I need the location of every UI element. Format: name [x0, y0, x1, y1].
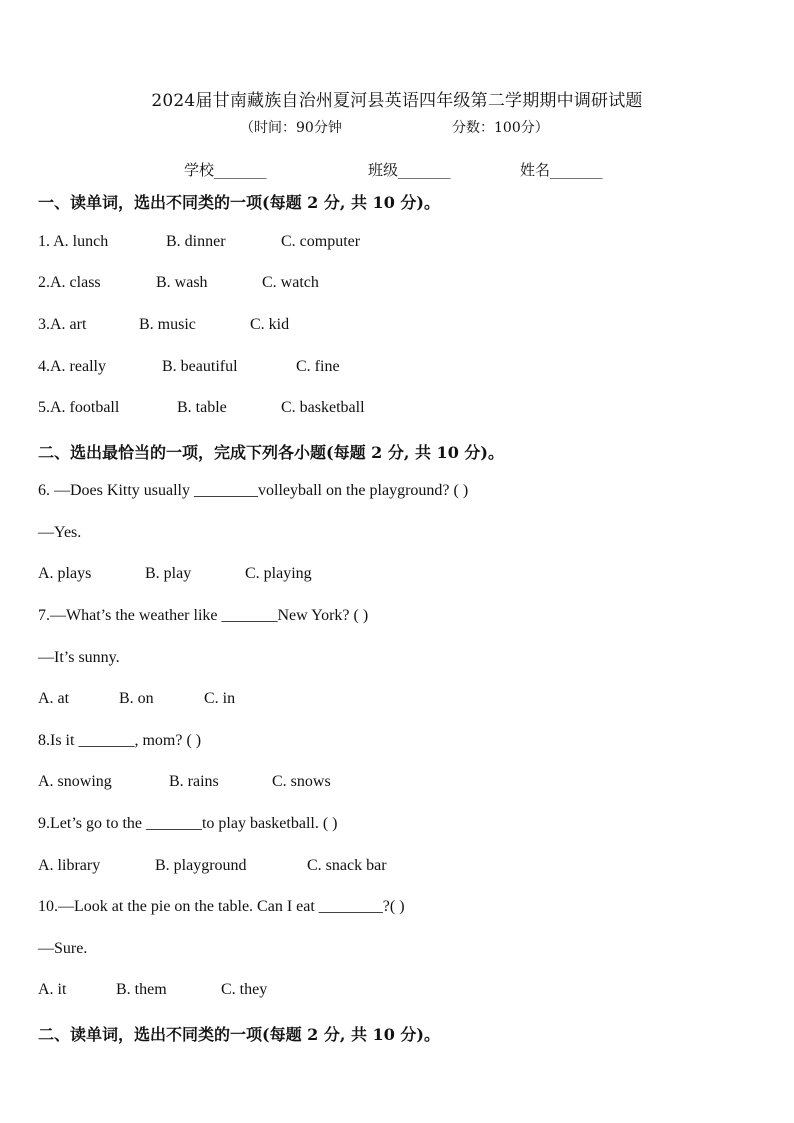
- q1-option-a: 1. A. lunch: [38, 233, 109, 250]
- section-1-heading: 一、读单词，选出不同类的一项(每题 2 分, 共 10 分)。: [38, 193, 440, 212]
- q7-stem: 7.—What’s the weather like _______New York? ( ): [38, 607, 369, 624]
- q6-option-a: A. plays: [38, 565, 92, 582]
- q10-answer: —Sure.: [38, 940, 88, 957]
- q9-option-b: B. playground: [155, 857, 247, 874]
- q10-option-c: C. they: [221, 981, 268, 998]
- q6-option-c: C. playing: [245, 565, 312, 582]
- q3-option-a: 3.A. art: [38, 316, 87, 333]
- q7-answer: —It’s sunny.: [38, 649, 120, 666]
- q2-option-c: C. watch: [262, 274, 319, 291]
- q4-option-b: B. beautiful: [162, 358, 238, 375]
- section-2-heading: 二、选出最恰当的一项，完成下列各小题(每题 2 分, 共 10 分)。: [38, 443, 504, 462]
- q9-option-c: C. snack bar: [307, 857, 387, 874]
- q7-option-c: C. in: [204, 690, 236, 707]
- q5-option-c: C. basketball: [281, 399, 365, 416]
- q9-stem: 9.Let’s go to the _______to play basketball. ( ): [38, 815, 338, 832]
- q10-stem: 10.—Look at the pie on the table. Can I eat ________?( ): [38, 898, 405, 915]
- q5-option-a: 5.A. football: [38, 399, 120, 416]
- q2-option-a: 2.A. class: [38, 274, 101, 291]
- q6-answer: —Yes.: [38, 524, 82, 541]
- name-field: 姓名_______: [520, 161, 603, 179]
- q8-option-b: B. rains: [169, 773, 219, 790]
- exam-time: （时间：90分钟: [240, 120, 342, 136]
- q3-option-c: C. kid: [250, 316, 290, 333]
- q1-option-c: C. computer: [281, 233, 361, 250]
- exam-title: 2024届甘南藏族自治州夏河县英语四年级第二学期期中调研试题: [151, 91, 643, 111]
- class-field: 班级_______: [368, 161, 451, 179]
- q4-option-a: 4.A. really: [38, 358, 106, 375]
- q8-option-c: C. snows: [272, 773, 331, 790]
- q5-option-b: B. table: [177, 399, 227, 416]
- q3-option-b: B. music: [139, 316, 196, 333]
- q8-option-a: A. snowing: [38, 773, 112, 790]
- q7-option-b: B. on: [119, 690, 154, 707]
- q1-option-b: B. dinner: [166, 233, 226, 250]
- exam-score: 分数：100分）: [452, 120, 549, 136]
- q6-stem: 6. —Does Kitty usually ________volleyball on the playground? ( ): [38, 482, 469, 499]
- q9-option-a: A. library: [38, 857, 101, 874]
- school-field: 学校_______: [184, 161, 267, 179]
- q10-option-a: A. it: [38, 981, 67, 998]
- q8-stem: 8.Is it _______, mom? ( ): [38, 732, 202, 749]
- q6-option-b: B. play: [145, 565, 192, 582]
- q7-option-a: A. at: [38, 690, 70, 707]
- section-3-heading: 二、读单词，选出不同类的一项(每题 2 分, 共 10 分)。: [38, 1025, 440, 1044]
- q2-option-b: B. wash: [156, 274, 208, 291]
- q4-option-c: C. fine: [296, 358, 340, 375]
- q10-option-b: B. them: [116, 981, 167, 998]
